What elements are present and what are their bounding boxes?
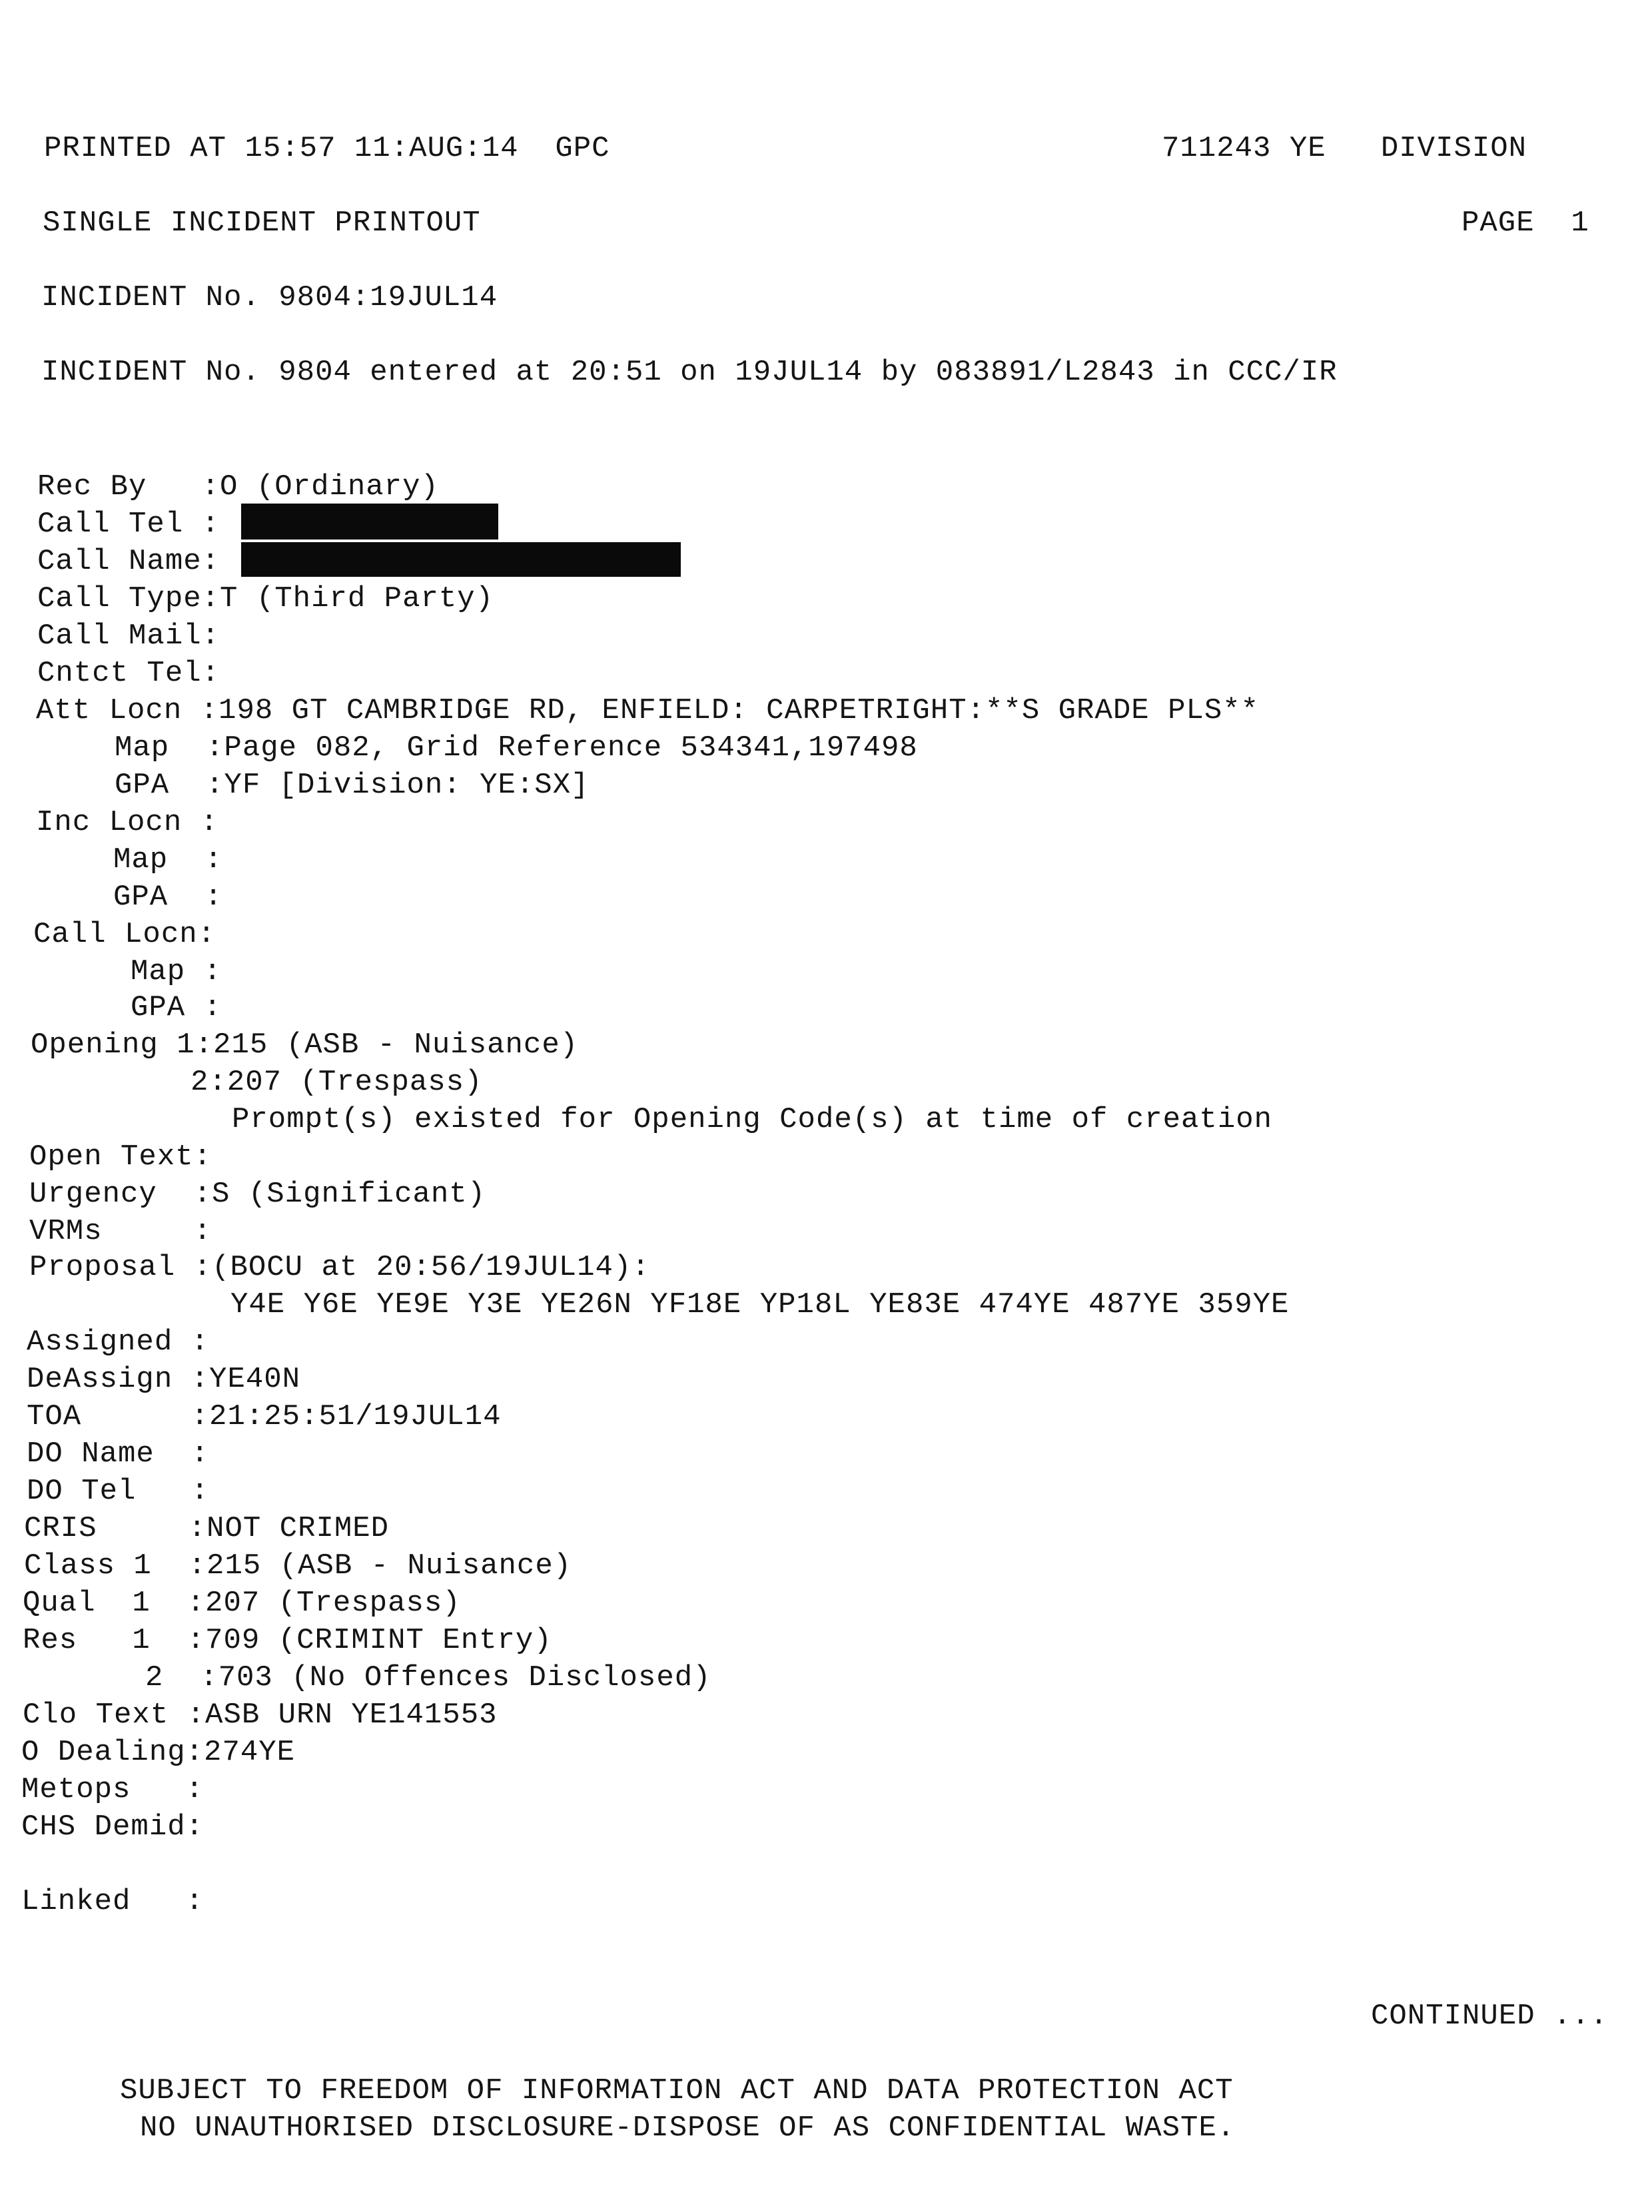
closing-text: Clo Text :ASB URN YE141553 (23, 1698, 498, 1732)
call-location: Call Locn: (33, 918, 216, 951)
metops: Metops : (21, 1773, 205, 1806)
call-map: Map : (131, 955, 222, 988)
opening-code-2: 2:207 (Trespass) (191, 1066, 483, 1099)
incident-gpa: GPA : (113, 881, 223, 914)
result-2: 2 :703 (No Offences Disclosed) (145, 1661, 711, 1694)
linked: Linked : (21, 1885, 205, 1918)
do-name: DO Name : (27, 1437, 210, 1471)
qualifier-1: Qual 1 :207 (Trespass) (23, 1587, 461, 1620)
incident-entered: INCIDENT No. 9804 entered at 20:51 on 19JUL14 by 083891/L2843 in CCC/IR (41, 356, 1338, 389)
redaction-bar (241, 542, 681, 577)
do-tel: DO Tel : (27, 1475, 210, 1508)
foi-notice: SUBJECT TO FREEDOM OF INFORMATION ACT AND DATA PROTECTION ACT (120, 2074, 1234, 2107)
opening-code-1: Opening 1:215 (ASB - Nuisance) (31, 1028, 579, 1062)
call-name: Call Name: (37, 545, 220, 578)
deassign: DeAssign :YE40N (27, 1363, 301, 1396)
printout-title: SINGLE INCIDENT PRINTOUT (43, 206, 481, 240)
open-text: Open Text: (29, 1140, 212, 1174)
call-mail: Call Mail: (37, 619, 220, 653)
disclosure-notice: NO UNAUTHORISED DISCLOSURE-DISPOSE OF AS CONFIDENTIAL WASTE. (140, 2111, 1236, 2145)
contact-tel: Cntct Tel: (37, 657, 220, 690)
officer-dealing: O Dealing:274YE (21, 1736, 296, 1769)
incident-location: Inc Locn : (36, 806, 219, 839)
assigned: Assigned : (27, 1325, 210, 1359)
proposal: Proposal :(BOCU at 20:56/19JUL14): (29, 1251, 650, 1284)
attended-location: Att Locn :198 GT CAMBRIDGE RD, ENFIELD: CARPETRIGHT:**S GRADE PLS** (36, 694, 1260, 727)
page-number: PAGE 1 (1461, 206, 1589, 240)
rec-by: Rec By :O (Ordinary) (37, 470, 439, 504)
result-1: Res 1 :709 (CRIMINT Entry) (23, 1624, 552, 1657)
time-of-arrival: TOA :21:25:51/19JUL14 (27, 1400, 502, 1433)
attended-gpa: GPA :YF [Division: YE:SX] (115, 769, 590, 802)
attended-map: Map :Page 082, Grid Reference 534341,197498 (115, 731, 918, 765)
proposal-units: Y4E Y6E YE9E Y3E YE26N YF18E YP18L YE83E 474YE 487YE 359YE (230, 1288, 1290, 1321)
cris: CRIS :NOT CRIMED (24, 1512, 390, 1545)
class-1: Class 1 :215 (ASB - Nuisance) (24, 1549, 572, 1583)
printed-line: PRINTED AT 15:57 11:AUG:14 GPC (44, 132, 610, 165)
chs-demid: CHS Demid: (21, 1810, 205, 1844)
call-type: Call Type:T (Third Party) (37, 582, 494, 615)
incident-map: Map : (113, 843, 223, 877)
division-line: 711243 YE DIVISION (1162, 132, 1527, 165)
incident-number: INCIDENT No. 9804:19JUL14 (41, 281, 498, 314)
redaction-bar (241, 504, 498, 540)
call-gpa: GPA : (131, 991, 222, 1024)
vrms: VRMs : (29, 1215, 212, 1248)
call-tel: Call Tel : (37, 508, 220, 541)
urgency: Urgency :S (Significant) (29, 1178, 486, 1211)
continued-label: CONTINUED ... (1371, 2000, 1609, 2033)
opening-prompt-note: Prompt(s) existed for Opening Code(s) at time of creation (232, 1103, 1273, 1136)
